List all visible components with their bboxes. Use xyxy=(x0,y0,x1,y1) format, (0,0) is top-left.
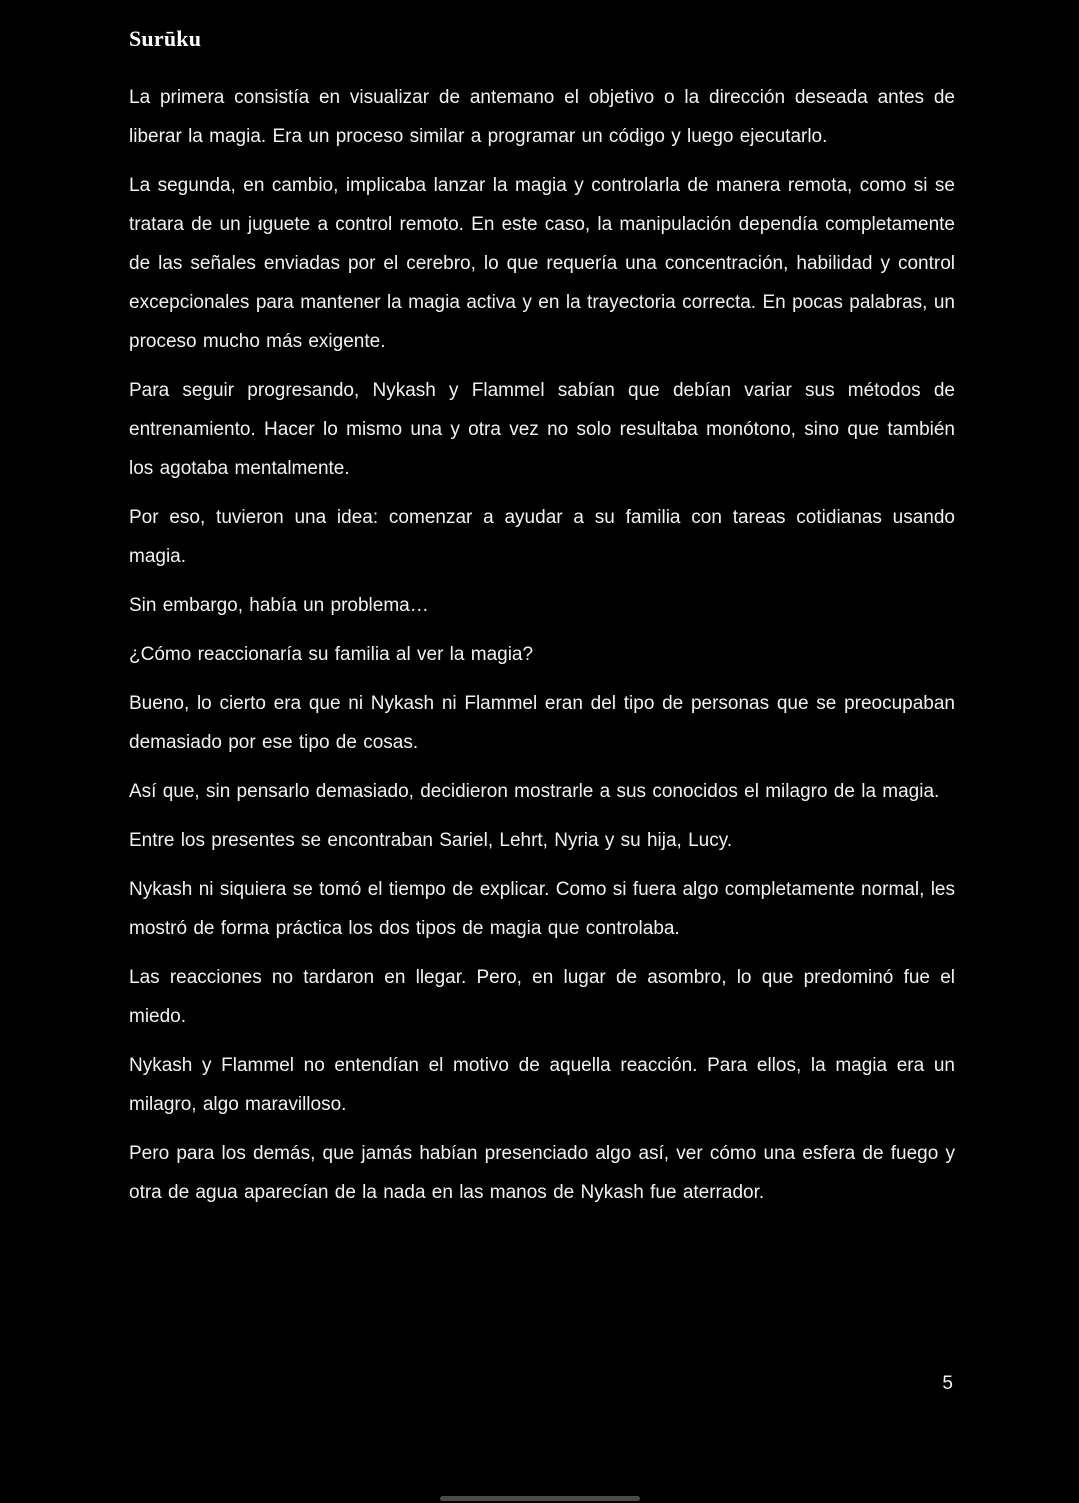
paragraph: Para seguir progresando, Nykash y Flammel sabían que debían variar sus métodos de entrenamiento. Hacer lo mismo una y otra vez no solo resultaba monótono, sino que también los agotaba mentalmente. xyxy=(129,380,955,479)
paragraph: Nykash y Flammel no entendían el motivo de aquella reacción. Para ellos, la magia era un milagro, algo maravilloso. xyxy=(129,1055,955,1115)
page-title: Surūku xyxy=(129,26,202,51)
paragraph: Las reacciones no tardaron en llegar. Pero, en lugar de asombro, lo que predominó fue el miedo. xyxy=(129,967,955,1027)
body-text xyxy=(129,78,955,1212)
paragraph: Entre los presentes se encontraban Sariel, Lehrt, Nyria y su hija, Lucy. xyxy=(129,830,733,851)
paragraph: Así que, sin pensarlo demasiado, decidieron mostrarle a sus conocidos el milagro de la magia. xyxy=(129,781,940,802)
paragraph: Pero para los demás, que jamás habían presenciado algo así, ver cómo una esfera de fuego y otra de agua aparecían de la nada en las manos de Nykash fue aterrador. xyxy=(129,1143,955,1203)
paragraph: Nykash ni siquiera se tomó el tiempo de explicar. Como si fuera algo completamente normal, les mostró de forma práctica los dos tipos de magia que controlaba. xyxy=(129,879,955,939)
page-number: 5 xyxy=(942,1373,953,1394)
paragraph: Por eso, tuvieron una idea: comenzar a ayudar a su familia con tareas cotidianas usando magia. xyxy=(129,507,955,567)
horizontal-scroll-indicator[interactable] xyxy=(440,1496,640,1501)
paragraph: ¿Cómo reaccionaría su familia al ver la magia? xyxy=(129,644,534,665)
paragraph: Bueno, lo cierto era que ni Nykash ni Flammel eran del tipo de personas que se preocupaban demasiado por ese tipo de cosas. xyxy=(129,693,955,753)
paragraph: Sin embargo, había un problema… xyxy=(129,595,429,616)
paragraph: La segunda, en cambio, implicaba lanzar la magia y controlarla de manera remota, como si se tratara de un juguete a control remoto. En este caso, la manipulación dependía completamente de las señales enviadas por el cerebro, lo que requería una concentración, habilidad y control excepcionales para mantener la magia activa y en la trayectoria correcta. En pocas palabras, un proceso mucho más exigente. xyxy=(129,175,955,352)
paragraph: La primera consistía en visualizar de antemano el objetivo o la dirección deseada antes de liberar la magia. Era un proceso similar a programar un código y luego ejecutarlo. xyxy=(129,87,955,147)
